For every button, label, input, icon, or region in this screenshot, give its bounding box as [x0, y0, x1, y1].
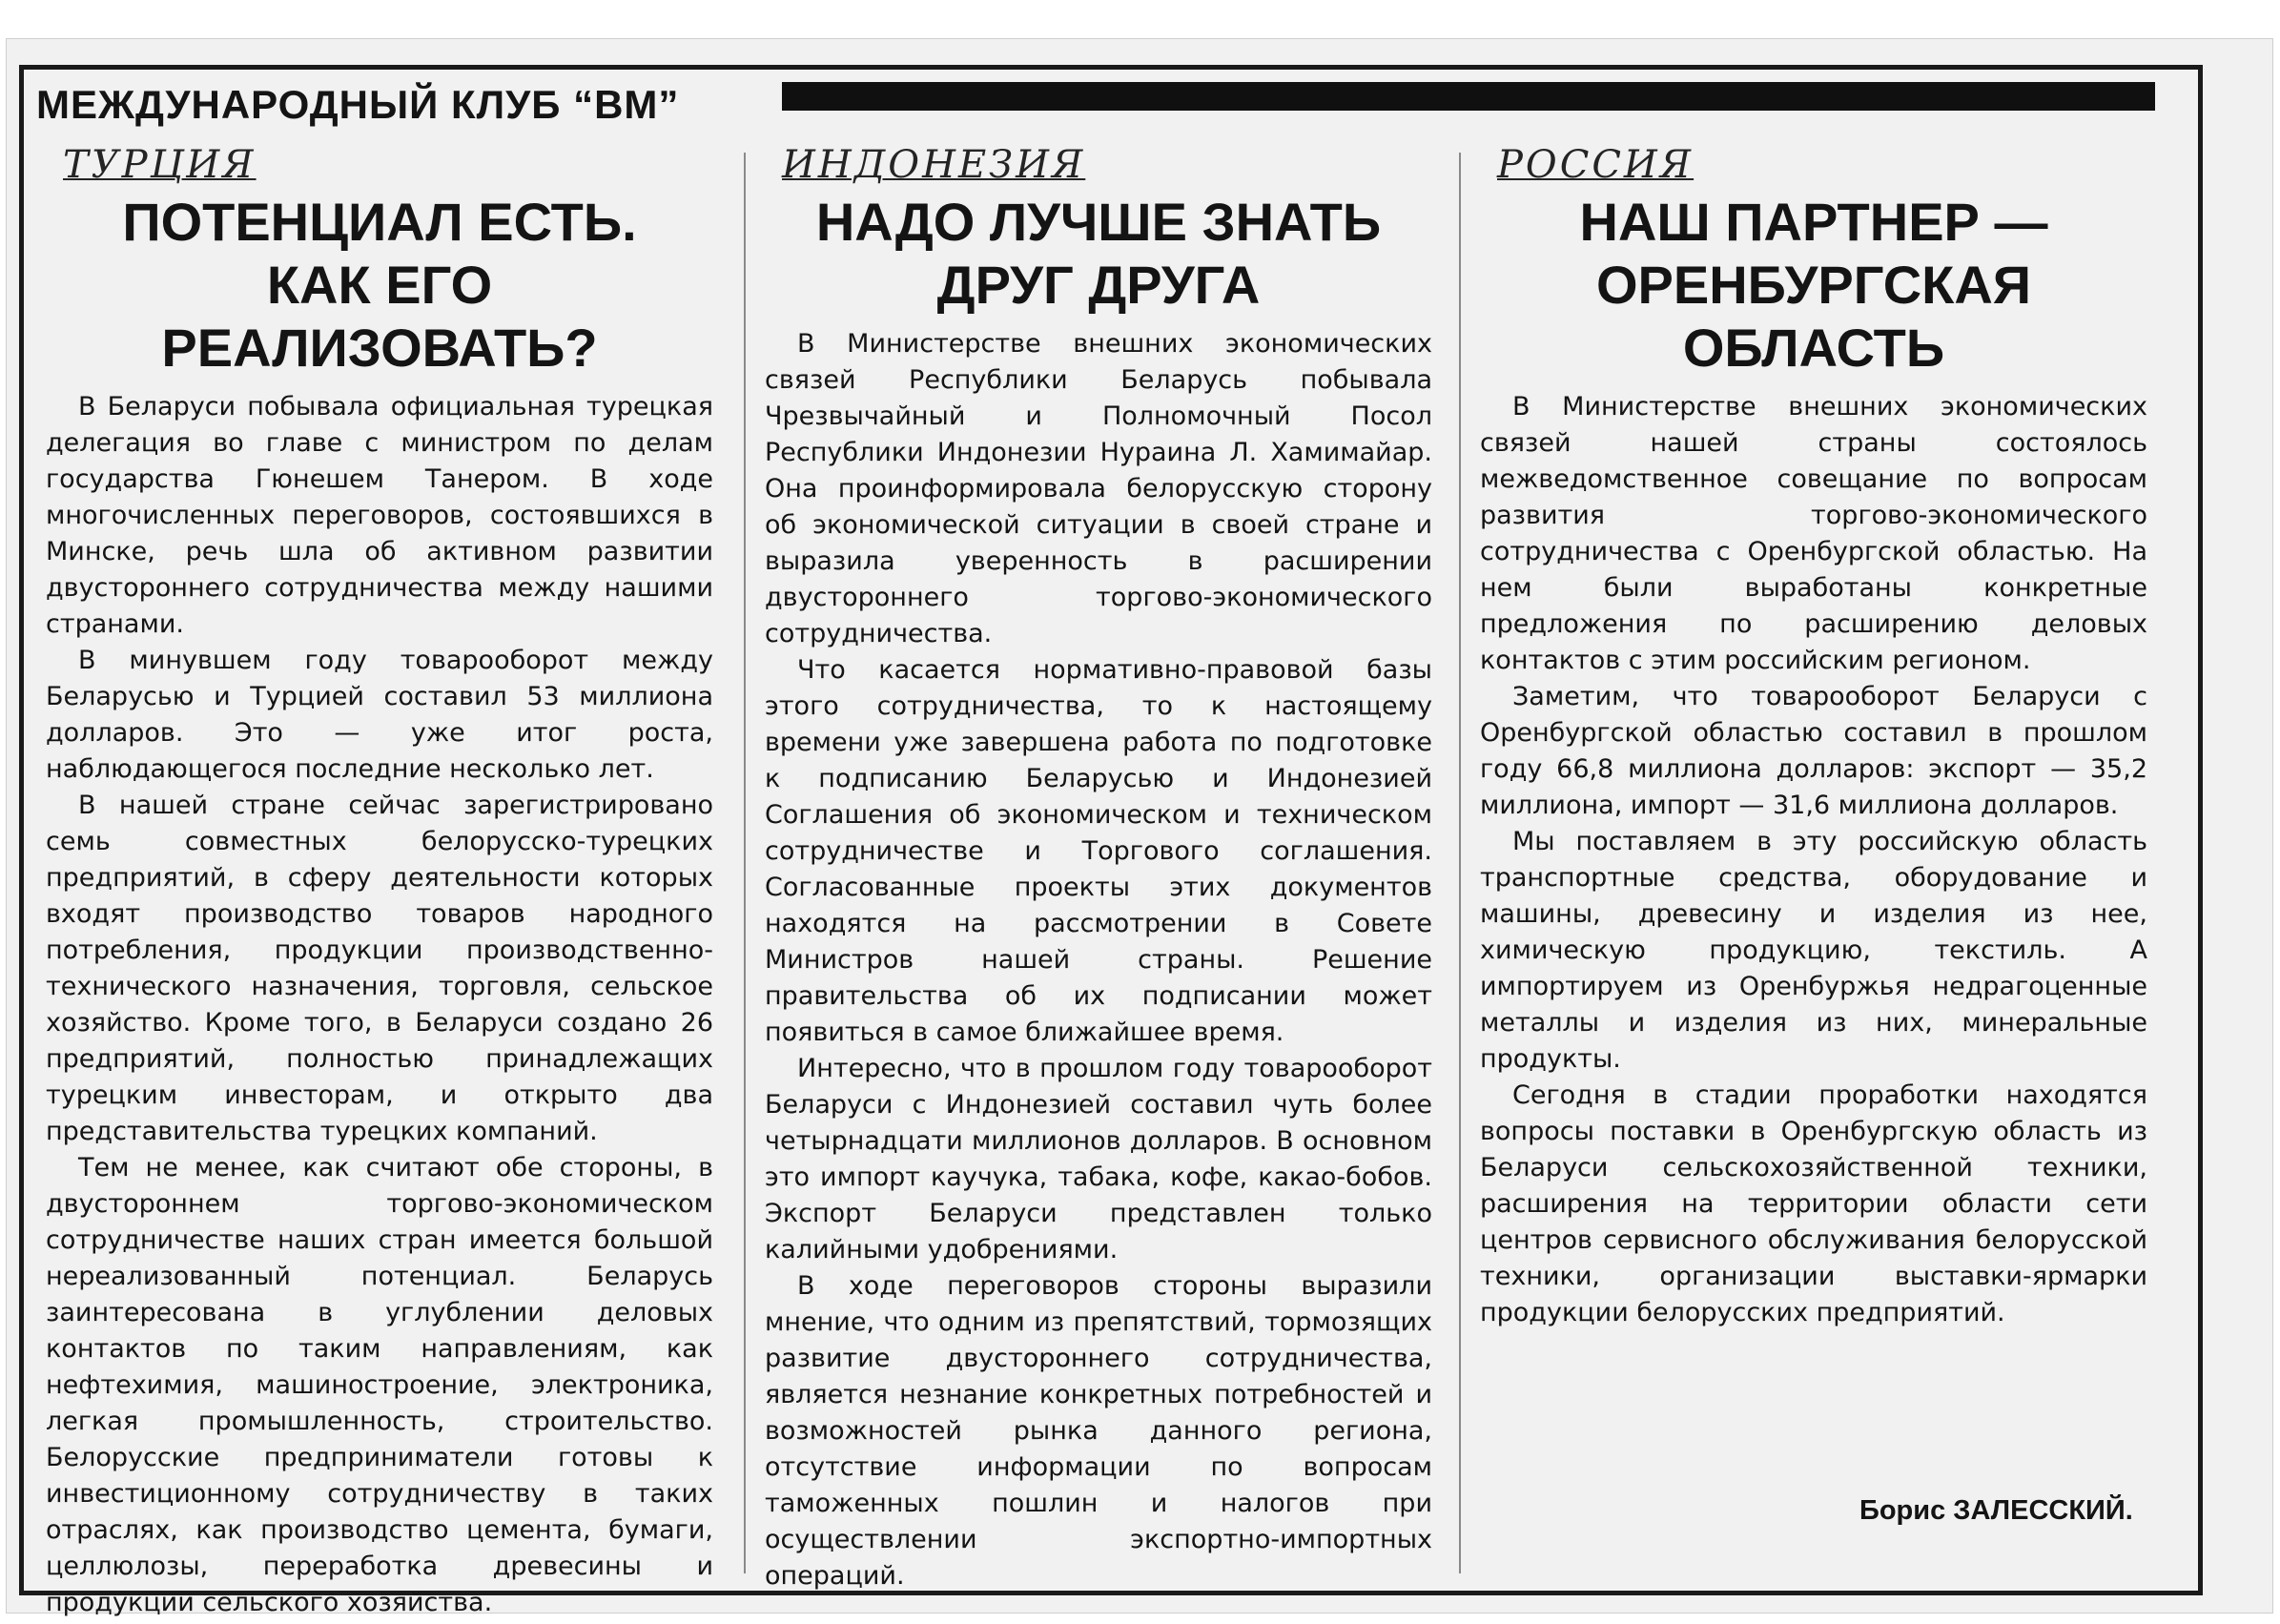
article-headline	[46, 191, 713, 380]
column-divider	[744, 153, 746, 1573]
country-label: РОССИЯ	[1497, 143, 1695, 187]
headline-line: НАШ ПАРТНЕР —	[1579, 192, 2048, 252]
paragraph: В нашей стране сейчас зарегистрировано семь совместных белорусско-турецких предприятий, в сферу деятельности которых входят производство товаров народного потребления, продукции производственно-технического назначения, торговля, сельское хозяйство. Кроме того, в Беларуси создано 26 предприятий, полностью принадлежащих турецким инвесторам, и открыто два представительства турецких компаний.	[46, 791, 713, 1146]
article-headline	[765, 191, 1432, 317]
headline-line: ОРЕНБУРГСКАЯ	[1595, 255, 2032, 315]
country-label: ИНДОНЕЗИЯ	[782, 143, 1086, 187]
rubric-title: МЕЖДУНАРОДНЫЙ КЛУБ “ВМ”	[36, 82, 680, 127]
paragraph: Что касается нормативно-правовой базы этого сотрудничества, то к настоящему времени уже завершена работа по подготовке к подписанию Беларусью и Индонезией Соглашения об экономическом и техническом сотрудничестве и Торгового соглашения. Согласованные проекты этих документов находятся на рассмотрении в Совете Министров нашей страны. Решение правительства об их подписании может появиться в самое ближайшее время.	[765, 655, 1432, 1047]
article-body	[46, 389, 713, 1621]
headline-line: НАДО ЛУЧШЕ ЗНАТЬ	[815, 192, 1382, 252]
paragraph: Тем не менее, как считают обе стороны, в двустороннем торгово-экономическом сотрудничестве наших стран имеется большой нереализованный потенциал. Беларусь заинтересована в углублении деловых контактов по таким направлениям, как нефтехимия, машиностроение, электроника, легкая промышленность, строительство. Белорусские предприниматели готовы к инвестиционному сотрудничеству в таких отраслях, как производство цемента, бумаги, целлюлозы, переработка древесины и продукции сельского хозяйства.	[46, 1153, 713, 1617]
headline-line: ОБЛАСТЬ	[1682, 318, 1945, 378]
article-headline	[1480, 191, 2147, 380]
rubric-rule-bar	[782, 82, 2155, 111]
country-label: ТУРЦИЯ	[63, 143, 257, 187]
paragraph: Мы поставляем в эту российскую область транспортные средства, оборудование и машины, древесину и изделия из нее, химическую продукцию, текстиль. А импортируем из Оренбуржья недрагоценные металлы и изделия из них, минеральные продукты.	[1480, 827, 2147, 1074]
paragraph: Сегодня в стадии проработки находятся вопросы поставки в Оренбургскую область из Беларуси сельскохозяйственной техники, расширения на территории области сети центров сервисного обслуживания белорусской техники, организации выставки-ярмарки продукции белорусских предприятий.	[1480, 1080, 2147, 1327]
author-byline: Борис ЗАЛЕССКИЙ.	[1859, 1495, 2133, 1526]
article-indonesia	[765, 143, 1432, 1594]
article-body	[1480, 389, 2147, 1331]
paragraph: В Министерстве внешних экономических связей нашей страны состоялось межведомственное совещание по вопросам развития торгово-экономического сотрудничества с Оренбургской областью. На нем были выработаны конкретные предложения по расширению деловых контактов с этим российским регионом.	[1480, 392, 2147, 675]
paragraph: В Министерстве внешних экономических связей Республики Беларусь побывала Чрезвычайный и Полномочный Посол Республики Индонезии Нураина Л. Хамимайар. Она проинформировала белорусскую сторону об экономической ситуации в своей стране и выразила уверенность в расширении двустороннего торгово-экономического сотрудничества.	[765, 329, 1432, 648]
headline-line: ПОТЕНЦИАЛ ЕСТЬ.	[122, 192, 637, 252]
article-body	[765, 326, 1432, 1594]
headline-line: РЕАЛИЗОВАТЬ?	[161, 318, 598, 378]
paragraph: Интересно, что в прошлом году товарооборот Беларуси с Индонезией составил чуть более четырнадцати миллионов долларов. В основном это импорт каучука, табака, кофе, какао-бобов. Экспорт Беларуси представлен только калийными удобрениями.	[765, 1054, 1432, 1264]
column-divider	[1459, 153, 1461, 1573]
article-russia	[1480, 143, 2147, 1331]
paragraph: Заметим, что товарооборот Беларуси с Оренбургской областью составил в прошлом году 66,8 миллиона долларов: экспорт — 35,2 миллиона, импорт — 31,6 миллиона долларов.	[1480, 682, 2147, 820]
article-turkey	[46, 143, 713, 1621]
headline-line: КАК ЕГО	[266, 255, 493, 315]
paragraph: В Беларуси побывала официальная турецкая делегация во главе с министром по делам государства Гюнешем Танером. В ходе многочисленных переговоров, состоявшихся в Минске, речь шла об активном развитии двустороннего сотрудничества между нашими странами.	[46, 392, 713, 639]
paragraph: В минувшем году товарооборот между Беларусью и Турцией составил 53 миллиона долларов. Это — уже итог роста, наблюдающегося последние несколько лет.	[46, 646, 713, 784]
paragraph: В ходе переговоров стороны выразили мнение, что одним из препятствий, тормозящих развитие двустороннего сотрудничества, является незнание конкретных потребностей и возможностей рынка данного региона, отсутствие информации по вопросам таможенных пошлин и налогов при осуществлении экспортно-импортных операций.	[765, 1271, 1432, 1591]
headline-line: ДРУГ ДРУГА	[936, 255, 1261, 315]
